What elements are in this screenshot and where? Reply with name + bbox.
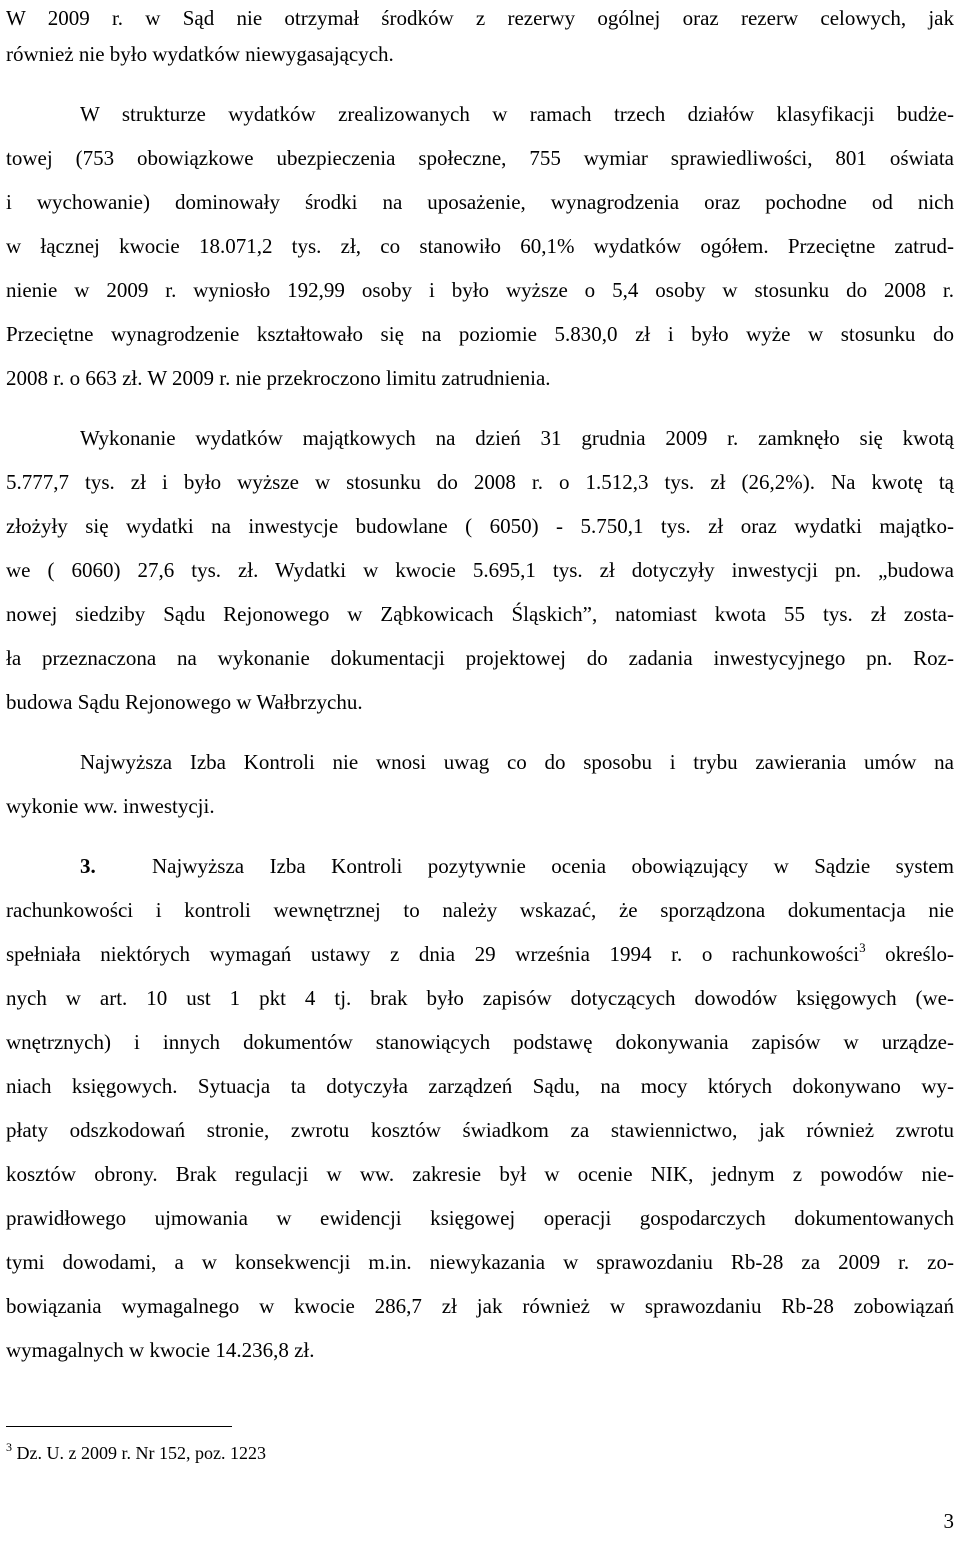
text-line: tymi dowodami, a w konsekwencji m.in. niewykazania w sprawozdaniu Rb-28 za 2009 r. zo- [6,1250,954,1274]
footnote [6,1441,266,1465]
text-line: Wykonanie wydatków majątkowych na dzień 31 grudnia 2009 r. zamknęło się kwotą [80,426,954,450]
text-line: W 2009 r. w Sąd nie otrzymał środków z rezerwy ogólnej oraz rezerw celowych, jak [6,6,954,30]
text-line: wnętrznych) i innych dokumentów stanowiących podstawę dokonywania zapisów w urządze- [6,1030,954,1054]
text-line-with-footnote-ref [6,939,954,969]
text-line: we ( 6060) 27,6 tys. zł. Wydatki w kwocie 5.695,1 tys. zł dotyczyły inwestycji pn. „budowa [6,558,954,582]
footnote-separator [6,1426,232,1427]
footnote-text: Dz. U. z 2009 r. Nr 152, poz. 1223 [16,1443,266,1463]
text-line: rachunkowości i kontroli wewnętrznej to należy wskazać, że sporządzona dokumentacja nie [6,898,954,922]
text-line: ła przeznaczona na wykonanie dokumentacji projektowej do zadania inwestycyjnego pn. Roz- [6,646,954,670]
text-span: spełniała niektórych wymagań ustawy z dnia 29 września 1994 r. o rachunkowości [6,942,860,966]
text-line: również nie było wydatków niewygasających. [6,42,394,66]
footnote-marker: 3 [6,1440,12,1454]
text-line: niach księgowych. Sytuacja ta dotyczyła zarządzeń Sądu, na mocy których dokonywano wy- [6,1074,954,1098]
text-line: nych w art. 10 ust 1 pkt 4 tj. brak było zapisów dotyczących dowodów księgowych (we- [6,986,954,1010]
text-line: nienie w 2009 r. wyniosło 192,99 osoby i było wyższe o 5,4 osoby w stosunku do 2008 r. [6,278,954,302]
page-number: 3 [943,1509,954,1533]
text-line: nowej siedziby Sądu Rejonowego w Ząbkowicach Śląskich”, natomiast kwota 55 tys. zł zosta- [6,602,954,626]
text-span: określo- [885,942,954,966]
text-line: Przeciętne wynagrodzenie kształtowało się na poziomie 5.830,0 zł i było wyże w stosunku do [6,322,954,346]
text-line: wykonie ww. inwestycji. [6,794,215,818]
text-line: budowa Sądu Rejonowego w Wałbrzychu. [6,690,363,714]
text-line: złożyły się wydatki na inwestycje budowlane ( 6050) - 5.750,1 tys. zł oraz wydatki majątko- [6,514,954,538]
text-line: bowiązania wymagalnego w kwocie 286,7 zł jak również w sprawozdaniu Rb-28 zobowiązań [6,1294,954,1318]
text-line: kosztów obrony. Brak regulacji w ww. zakresie był w ocenie NIK, jednym z powodów nie- [6,1162,954,1186]
text-line: i wychowanie) dominowały środki na uposażenie, wynagrodzenia oraz pochodne od nich [6,190,954,214]
text-line: towej (753 obowiązkowe ubezpieczenia społeczne, 755 wymiar sprawiedliwości, 801 oświata [6,146,954,170]
text-line: 5.777,7 tys. zł i było wyższe w stosunku do 2008 r. o 1.512,3 tys. zł (26,2%). Na kwotę tą [6,470,954,494]
text-line: prawidłowego ujmowania w ewidencji księgowej operacji gospodarczych dokumentowanych [6,1206,954,1230]
text-line: płaty odszkodowań stronie, zwrotu kosztów świadkom za stawiennictwo, jak również zwrotu [6,1118,954,1142]
text-line: 2008 r. o 663 zł. W 2009 r. nie przekroczono limitu zatrudnienia. [6,366,551,390]
text-line: Najwyższa Izba Kontroli nie wnosi uwag co do sposobu i trybu zawierania umów na [80,750,954,774]
footnote-reference: 3 [859,940,866,955]
text-line: Najwyższa Izba Kontroli pozytywnie ocenia obowiązujący w Sądzie system [152,854,954,878]
text-line: wymagalnych w kwocie 14.236,8 zł. [6,1338,315,1362]
text-line: w łącznej kwocie 18.071,2 tys. zł, co stanowiło 60,1% wydatków ogółem. Przeciętne zatrud- [6,234,954,258]
text-line: W strukturze wydatków zrealizowanych w ramach trzech działów klasyfikacji budże- [80,102,954,126]
section-number: 3. [80,854,96,878]
